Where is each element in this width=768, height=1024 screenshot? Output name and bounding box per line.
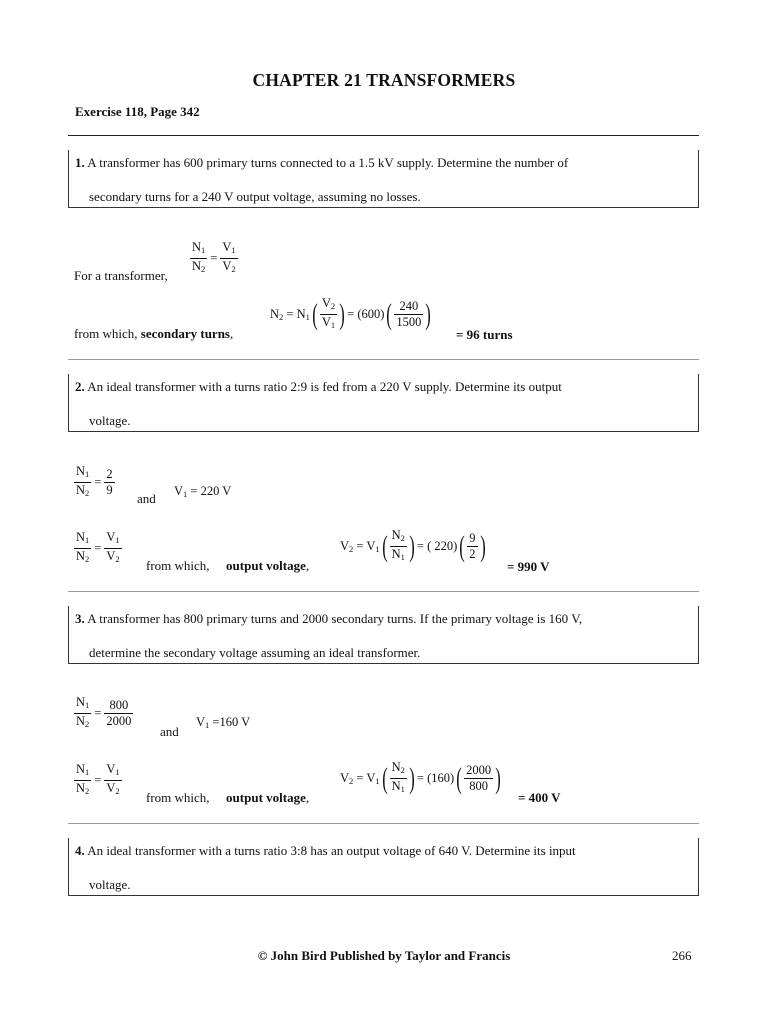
- q1-divider: [68, 359, 699, 360]
- q3-voltage-ratio: $\frac{N_1}{N_2}$ = $\frac{V_1}{V_2}$: [76, 762, 120, 796]
- copyright-footer: © John Bird Published by Taylor and Francis: [257, 948, 511, 963]
- q1-value-denominator: 1500: [396, 315, 422, 329]
- q2-and: and: [137, 491, 156, 506]
- chapter-title: CHAPTER 21 TRANSFORMERS: [252, 70, 516, 90]
- q3-value-numerator: 2000: [466, 763, 492, 777]
- question-1-box: [68, 150, 699, 208]
- q1-for-a-transformer: For a transformer,: [74, 268, 168, 283]
- q3-ratio-denominator: 2000: [106, 714, 132, 728]
- q2-from-which: from which,: [146, 558, 210, 573]
- question-2-box: [68, 374, 699, 432]
- q2-turns-ratio: $\frac{N_1}{N_2}$ = $\frac{2}{9}$: [76, 464, 113, 498]
- question-1-line2: secondary turns for a 240 V output voltage, assuming no losses.: [89, 189, 421, 204]
- q3-multiplier: = (160): [416, 771, 455, 785]
- question-4-box: [68, 838, 699, 896]
- q2-result: = 990 V: [507, 559, 550, 574]
- q1-comma: ,: [230, 326, 234, 341]
- q3-divider: [68, 823, 699, 824]
- q2-multiplier: = ( 220): [416, 539, 458, 553]
- q2-value-denominator: 2: [469, 547, 476, 561]
- q1-from-which-line: [74, 326, 233, 342]
- q2-solution-equation: $V_2 = V_1$ ( $\frac{N_2}{N_1}$ ) = ( 220) ( $\frac{9}{2}$ ): [340, 528, 486, 563]
- q1-value-numerator: 240: [394, 299, 423, 315]
- q2-v1-eq: = 220 V: [190, 484, 232, 498]
- q2-comma: ,: [305, 558, 310, 573]
- q2-voltage-ratio: $\frac{N_1}{N_2}$ = $\frac{V_1}{V_2}$: [76, 530, 120, 564]
- q2-value-numerator: 9: [469, 531, 476, 545]
- q1-result: = 96 turns: [456, 327, 513, 342]
- question-2-number: 2.: [75, 379, 85, 394]
- q2-ratio-denominator: 9: [106, 483, 113, 497]
- q2-from-which-line: [146, 558, 309, 574]
- q3-and: and: [160, 724, 179, 739]
- q2-divider: [68, 591, 699, 592]
- q3-output-voltage-label: output voltage: [226, 790, 306, 805]
- q2-v1-value: $V_1 = 220$ V: [174, 484, 232, 499]
- q1-solution-equation: $N_2 = N_1$ ( $\frac{V_2}{V_1}$ ) = (600) ( $\frac{240}{1500}$ ): [270, 296, 432, 331]
- q3-result: = 400 V: [518, 790, 561, 805]
- q3-turns-ratio: $\frac{N_1}{N_2}$ = $\frac{800}{2000}$: [76, 695, 132, 729]
- question-4-line2: voltage.: [89, 877, 131, 892]
- q2-ratio-numerator: 2: [106, 467, 113, 481]
- question-1-line1: A transformer has 600 primary turns connected to a 1.5 kV supply. Determine the number of: [87, 155, 569, 170]
- question-2-line2: voltage.: [89, 413, 131, 428]
- q1-secondary-turns-label: secondary turns: [140, 326, 230, 341]
- q3-solution-equation: $V_2 = V_1$ ( $\frac{N_2}{N_1}$ ) = (160) ( $\frac{2000}{800}$ ): [340, 760, 501, 795]
- q3-ratio-numerator: 800: [104, 698, 133, 714]
- question-3-line1: A transformer has 800 primary turns and 2000 secondary turns. If the primary voltage is 160 V,: [87, 611, 583, 626]
- header-divider: [68, 135, 699, 136]
- q3-v1-eq: =160 V: [212, 715, 251, 729]
- q3-v1-value: $V_1 =160$ V: [196, 715, 251, 730]
- q3-from-which: from which,: [146, 790, 210, 805]
- q1-from-which: from which,: [74, 326, 138, 341]
- question-3-line2: determine the secondary voltage assuming an ideal transformer.: [89, 645, 421, 660]
- q1-multiplier: = (600): [347, 307, 385, 321]
- exercise-heading: Exercise 118, Page 342: [75, 104, 200, 119]
- question-3-box: [68, 606, 699, 664]
- q3-from-which-line: [146, 790, 309, 806]
- q2-output-voltage-label: output voltage: [226, 558, 306, 573]
- question-1-number: 1.: [75, 155, 85, 170]
- question-3-number: 3.: [75, 611, 85, 626]
- question-4-number: 4.: [75, 843, 85, 858]
- q3-value-denominator: 800: [469, 779, 489, 793]
- q1-turns-ratio-equation: $\frac{N_1}{N_2}$ = $\frac{V_1}{V_2}$: [192, 240, 236, 274]
- question-4-line1: An ideal transformer with a turns ratio 3:8 has an output voltage of 640 V. Determine its input: [87, 843, 576, 858]
- page-number: 266: [672, 948, 692, 963]
- q3-comma: ,: [305, 790, 310, 805]
- question-2-line1: An ideal transformer with a turns ratio 2:9 is fed from a 220 V supply. Determine its output: [87, 379, 562, 394]
